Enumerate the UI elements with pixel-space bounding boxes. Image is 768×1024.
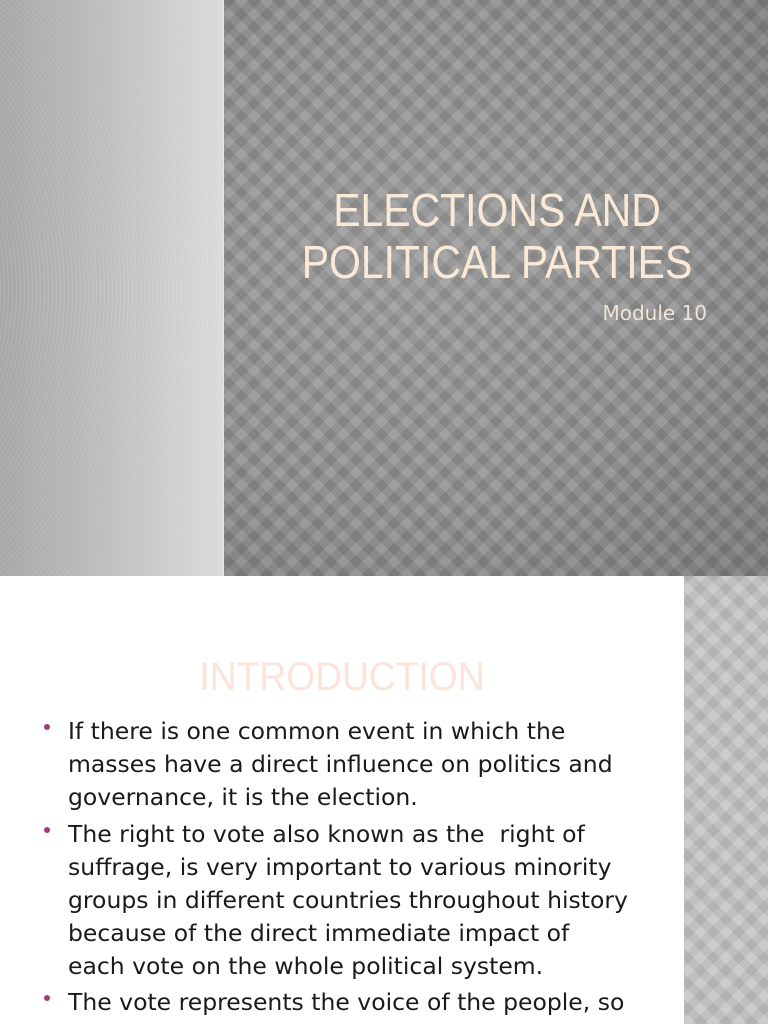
bullet-line: The vote represents the voice of the people, so: [68, 988, 625, 1016]
bullet-line: masses have a direct influence on politics and: [68, 750, 613, 778]
introduction-slide: [0, 576, 768, 1024]
slide-title-line-1: ELECTIONS AND: [333, 184, 661, 236]
slide-heading: INTRODUCTION: [199, 655, 485, 699]
bullet-item: [0, 818, 684, 983]
bullet-line: If there is one common event in which the: [68, 717, 566, 745]
left-texture-panel: [0, 0, 223, 576]
diamond-pattern-strip: [684, 576, 768, 1024]
slide-title: [286, 184, 708, 288]
bullet-line: because of the direct immediate impact of: [68, 918, 570, 947]
bullet-line: each vote on the whole political system.: [68, 951, 544, 980]
slide-title-line-2: POLITICAL PARTIES: [301, 236, 693, 288]
bullet-line: groups in different countries throughout history: [68, 885, 628, 914]
bullet-dot-icon: [44, 995, 50, 1001]
bullet-item: [0, 986, 684, 1019]
bullet-dot-icon: [44, 724, 50, 730]
bullet-line: governance, it is the election.: [68, 783, 418, 811]
bullet-list: [0, 715, 684, 1023]
slide-subtitle: Module 10: [602, 301, 707, 325]
bullet-item: [0, 715, 684, 814]
bullet-dot-icon: [44, 827, 50, 833]
bullet-line: suffrage, is very important to various minority: [68, 852, 612, 881]
bullet-line: The right to vote also known as the right of: [68, 819, 585, 848]
diamond-pattern-panel: [224, 0, 768, 576]
